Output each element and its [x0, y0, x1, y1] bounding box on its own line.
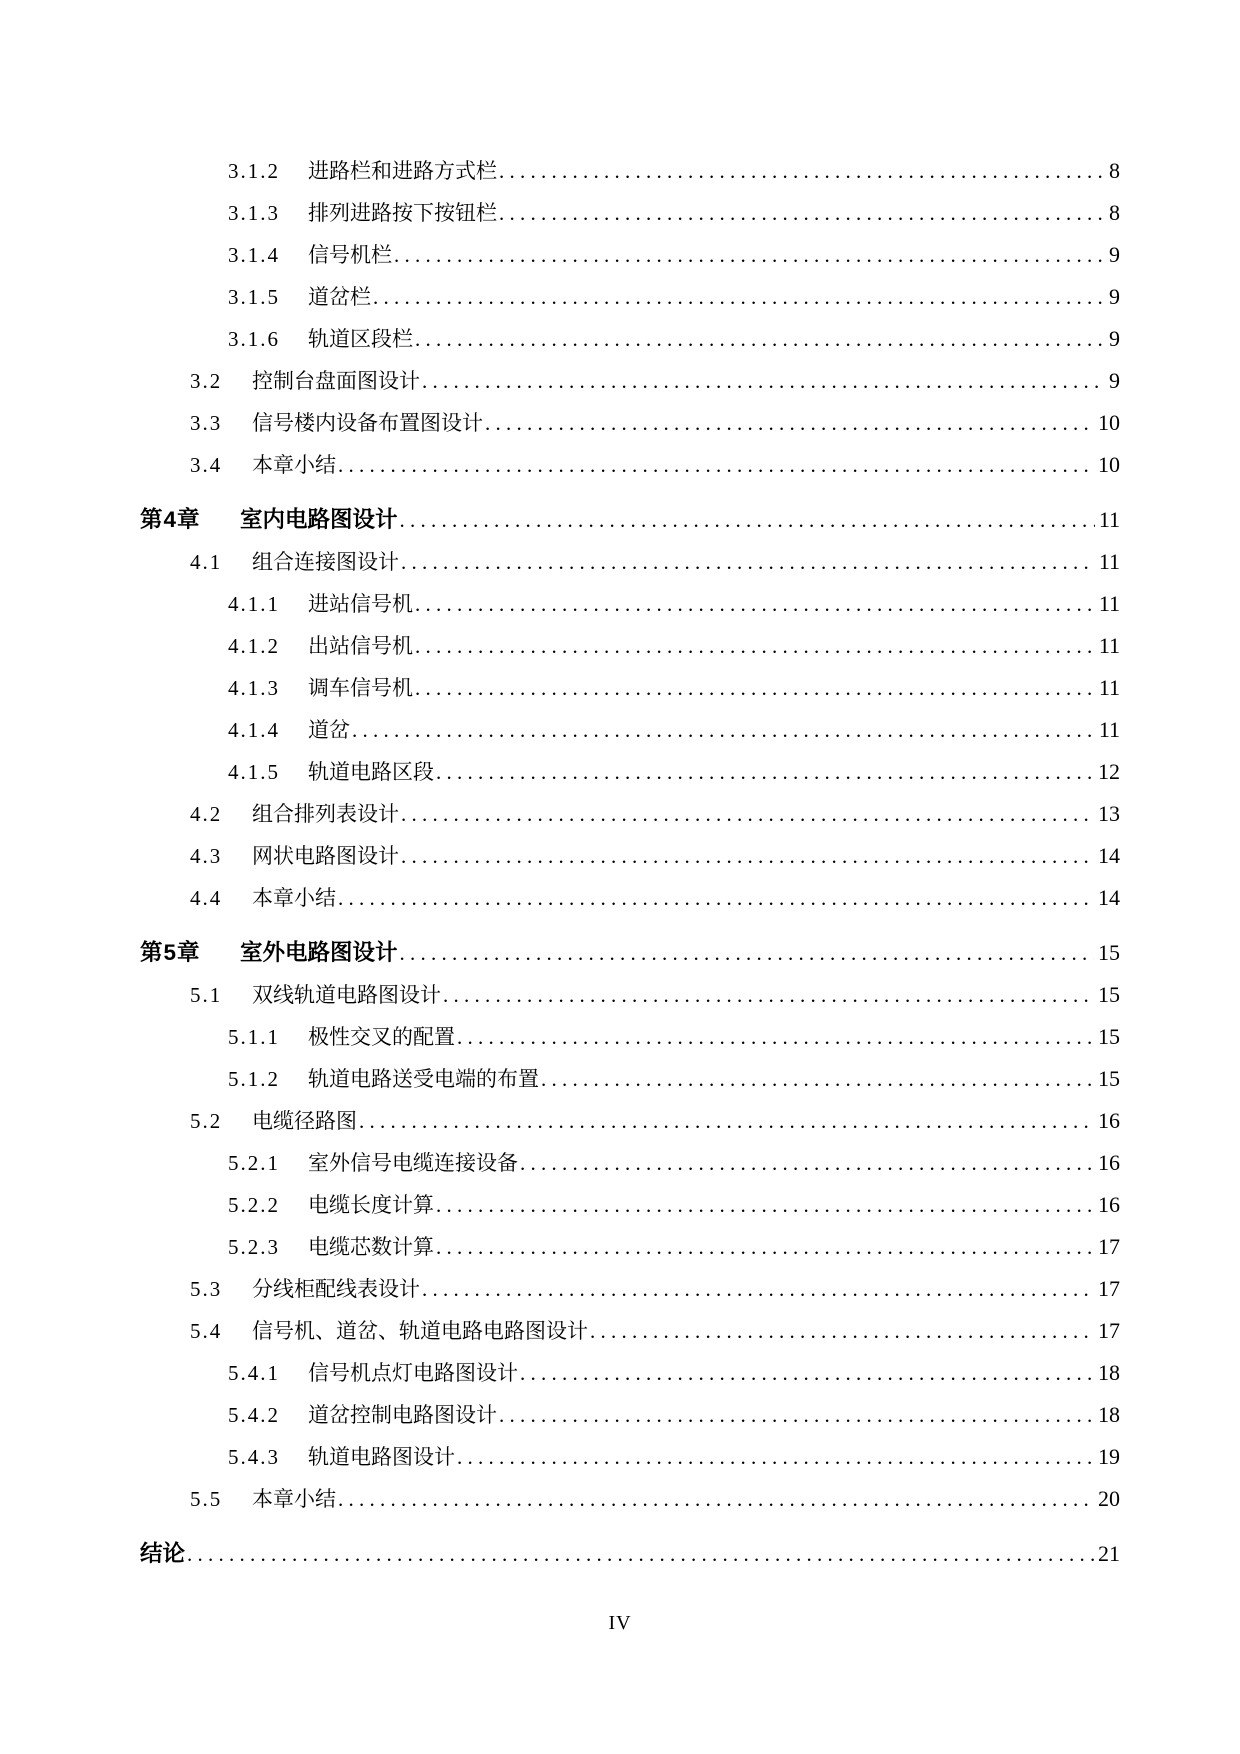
toc-entry-title: 控制台盘面图设计: [252, 369, 420, 393]
toc-entry: [0, 932, 1120, 974]
toc-entry-page: 17: [1098, 1234, 1120, 1259]
toc-entry-page: 11: [1098, 549, 1120, 574]
toc-entry-number: 5.1: [190, 983, 223, 1007]
toc-entry-title: 轨道区段栏: [308, 327, 413, 351]
dot-leader: [457, 1016, 1094, 1058]
toc-entry-page: 9: [1109, 326, 1120, 351]
dot-leader: [541, 1058, 1094, 1100]
toc-entry-page: 16: [1098, 1150, 1120, 1175]
toc-entry-page: 9: [1109, 242, 1120, 267]
toc-entry-page: 9: [1109, 368, 1120, 393]
toc-entry-title: 信号楼内设备布置图设计: [252, 411, 483, 435]
toc-entry-number: 5.3: [190, 1277, 223, 1301]
toc-entry-number: 5.2.3: [228, 1235, 280, 1259]
toc-entry-title: 进路栏和进路方式栏: [308, 159, 497, 183]
toc-entry-number: 4.1.3: [228, 676, 280, 700]
toc-entry: [0, 541, 1120, 583]
toc-entry: [0, 276, 1120, 318]
toc-entry: [0, 1352, 1120, 1394]
dot-leader: [187, 1533, 1094, 1575]
toc-entry-number: 3.1.5: [228, 285, 280, 309]
toc-entry: [0, 974, 1120, 1016]
toc-entry-page: 15: [1098, 982, 1120, 1007]
dot-leader: [436, 751, 1094, 793]
toc-entry: [0, 499, 1120, 541]
dot-leader: [520, 1142, 1094, 1184]
toc-entry-page: 19: [1098, 1444, 1120, 1469]
toc-entry: [0, 1533, 1120, 1575]
toc-entry: [0, 1058, 1120, 1100]
toc-entry-title: 道岔控制电路图设计: [308, 1403, 497, 1427]
toc-entry-page: 16: [1098, 1192, 1120, 1217]
toc-entry-number: 5.5: [190, 1487, 223, 1511]
toc-entry-page: 13: [1098, 801, 1120, 826]
dot-leader: [415, 625, 1095, 667]
toc-entry-page: 20: [1098, 1486, 1120, 1511]
toc-entry-number: 5.2: [190, 1109, 223, 1133]
dot-leader: [499, 150, 1105, 192]
dot-leader: [590, 1310, 1094, 1352]
toc-entry: [0, 1394, 1120, 1436]
toc-entry-title: 轨道电路区段: [308, 760, 434, 784]
toc-entry-title: 本章小结: [252, 886, 336, 910]
toc-entry-title: 双线轨道电路图设计: [252, 983, 441, 1007]
toc-entry-page: 11: [1098, 591, 1120, 616]
toc-entry: [0, 1100, 1120, 1142]
toc-entry-title: 组合排列表设计: [252, 802, 399, 826]
toc-entry-number: 4.2: [190, 802, 223, 826]
toc-entry-title: 分线柜配线表设计: [252, 1277, 420, 1301]
toc-entry-page: 11: [1098, 675, 1120, 700]
dot-leader: [443, 974, 1094, 1016]
toc-entry-number: 5.2.2: [228, 1193, 280, 1217]
toc-entry: [0, 877, 1120, 919]
toc-entry-title: 调车信号机: [308, 676, 413, 700]
toc-entry: [0, 234, 1120, 276]
dot-leader: [401, 835, 1094, 877]
toc-entry: [0, 1016, 1120, 1058]
toc-entry-title: 室内电路图设计: [240, 507, 398, 532]
toc-entry: [0, 1184, 1120, 1226]
toc-entry-number: 4.1.5: [228, 760, 280, 784]
toc-entry-title: 电缆芯数计算: [308, 1235, 434, 1259]
toc-entry-number: 5.2.1: [228, 1151, 280, 1175]
toc-entry: [0, 1268, 1120, 1310]
toc-entry-page: 8: [1109, 158, 1120, 183]
dot-leader: [338, 877, 1094, 919]
toc-entry-title: 道岔: [308, 718, 350, 742]
toc-entry-title: 信号机、道岔、轨道电路电路图设计: [252, 1319, 588, 1343]
toc-entry-number: 3.3: [190, 411, 223, 435]
toc-entry-page: 15: [1098, 940, 1120, 965]
toc-entry: [0, 360, 1120, 402]
toc-entry-page: 16: [1098, 1108, 1120, 1133]
toc-entry-number: 第4章: [140, 507, 201, 532]
dot-leader: [394, 234, 1105, 276]
toc-entry-number: 3.1.2: [228, 159, 280, 183]
dot-leader: [415, 583, 1095, 625]
toc-entry-number: 4.1.1: [228, 592, 280, 616]
toc-entry: [0, 583, 1120, 625]
dot-leader: [415, 318, 1105, 360]
toc-entry-number: 5.4.3: [228, 1445, 280, 1469]
toc-entry: [0, 1142, 1120, 1184]
dot-leader: [485, 402, 1094, 444]
toc-entry: [0, 835, 1120, 877]
toc-entry-title: 本章小结: [252, 453, 336, 477]
toc-entry-number: 3.4: [190, 453, 223, 477]
toc-entry-title: 网状电路图设计: [252, 844, 399, 868]
toc-entry-number: 4.1: [190, 550, 223, 574]
toc-entry-number: 5.4.2: [228, 1403, 280, 1427]
toc-entry-page: 21: [1098, 1541, 1120, 1566]
dot-leader: [436, 1226, 1094, 1268]
toc-entry: [0, 1226, 1120, 1268]
toc-entry: [0, 1478, 1120, 1520]
toc-entry-page: 14: [1098, 843, 1120, 868]
toc-entry: [0, 150, 1120, 192]
toc-entry: [0, 751, 1120, 793]
toc-entry-page: 15: [1098, 1066, 1120, 1091]
dot-leader: [401, 793, 1094, 835]
dot-leader: [338, 444, 1094, 486]
toc-entry: [0, 1310, 1120, 1352]
dot-leader: [422, 360, 1105, 402]
page-number-footer: IV: [608, 1612, 632, 1634]
toc-entry-title: 信号机点灯电路图设计: [308, 1361, 518, 1385]
toc-entry-page: 18: [1098, 1360, 1120, 1385]
toc-entry-title: 室外信号电缆连接设备: [308, 1151, 518, 1175]
toc-entry: [0, 444, 1120, 486]
toc-entry-title: 轨道电路送受电端的布置: [308, 1067, 539, 1091]
dot-leader: [499, 1394, 1094, 1436]
toc-entry-page: 8: [1109, 200, 1120, 225]
toc-entry-title: 电缆径路图: [252, 1109, 357, 1133]
dot-leader: [499, 192, 1105, 234]
dot-leader: [457, 1436, 1094, 1478]
dot-leader: [422, 1268, 1094, 1310]
toc-entry: [0, 793, 1120, 835]
toc-entry-title: 出站信号机: [308, 634, 413, 658]
toc-entry-number: 3.2: [190, 369, 223, 393]
toc-entry-title: 轨道电路图设计: [308, 1445, 455, 1469]
toc-entry-number: 4.3: [190, 844, 223, 868]
dot-leader: [415, 667, 1095, 709]
toc-entry-title: 组合连接图设计: [252, 550, 399, 574]
toc-entry-page: 12: [1098, 759, 1120, 784]
dot-leader: [352, 709, 1095, 751]
toc-entry-page: 17: [1098, 1318, 1120, 1343]
toc-entry: [0, 318, 1120, 360]
toc-entry-number: 第5章: [140, 940, 201, 965]
toc-entry-number: 4.4: [190, 886, 223, 910]
toc-entry: [0, 192, 1120, 234]
toc-entry: [0, 709, 1120, 751]
toc-entry-page: 9: [1109, 284, 1120, 309]
toc-entry-page: 11: [1098, 507, 1120, 532]
toc-entry-page: 14: [1098, 885, 1120, 910]
toc-entry-title: 本章小结: [252, 1487, 336, 1511]
toc-entry-title: 极性交叉的配置: [308, 1025, 455, 1049]
dot-leader: [401, 541, 1095, 583]
toc-entry: [0, 667, 1120, 709]
dot-leader: [373, 276, 1105, 318]
toc-entry-number: 5.1.2: [228, 1067, 280, 1091]
toc-entry-page: 11: [1098, 717, 1120, 742]
toc-entry-page: 17: [1098, 1276, 1120, 1301]
toc-entry-title: 进站信号机: [308, 592, 413, 616]
toc-entry-title: 信号机栏: [308, 243, 392, 267]
toc-entry-title: 道岔栏: [308, 285, 371, 309]
toc-entry-title: 电缆长度计算: [308, 1193, 434, 1217]
toc-entry: [0, 402, 1120, 444]
dot-leader: [520, 1352, 1094, 1394]
dot-leader: [359, 1100, 1094, 1142]
toc-entry-number: 3.1.4: [228, 243, 280, 267]
toc-entry-title: 室外电路图设计: [240, 940, 398, 965]
toc-entry-title: 结论: [140, 1541, 186, 1566]
toc-entry-page: 11: [1098, 633, 1120, 658]
toc-entry-page: 10: [1098, 410, 1120, 435]
toc-entry-page: 18: [1098, 1402, 1120, 1427]
toc-entry: [0, 1436, 1120, 1478]
toc-entry-number: 3.1.6: [228, 327, 280, 351]
toc-entry-page: 15: [1098, 1024, 1120, 1049]
dot-leader: [436, 1184, 1094, 1226]
toc-entry-page: 10: [1098, 452, 1120, 477]
toc-entry-title: 排列进路按下按钮栏: [308, 201, 497, 225]
dot-leader: [400, 932, 1094, 974]
dot-leader: [338, 1478, 1094, 1520]
toc-entry-number: 5.4.1: [228, 1361, 280, 1385]
toc-entry-number: 5.1.1: [228, 1025, 280, 1049]
toc-entry: [0, 625, 1120, 667]
toc-entry-number: 3.1.3: [228, 201, 280, 225]
toc-entry-number: 5.4: [190, 1319, 223, 1343]
dot-leader: [400, 499, 1095, 541]
toc-entry-number: 4.1.2: [228, 634, 280, 658]
toc-entry-number: 4.1.4: [228, 718, 280, 742]
